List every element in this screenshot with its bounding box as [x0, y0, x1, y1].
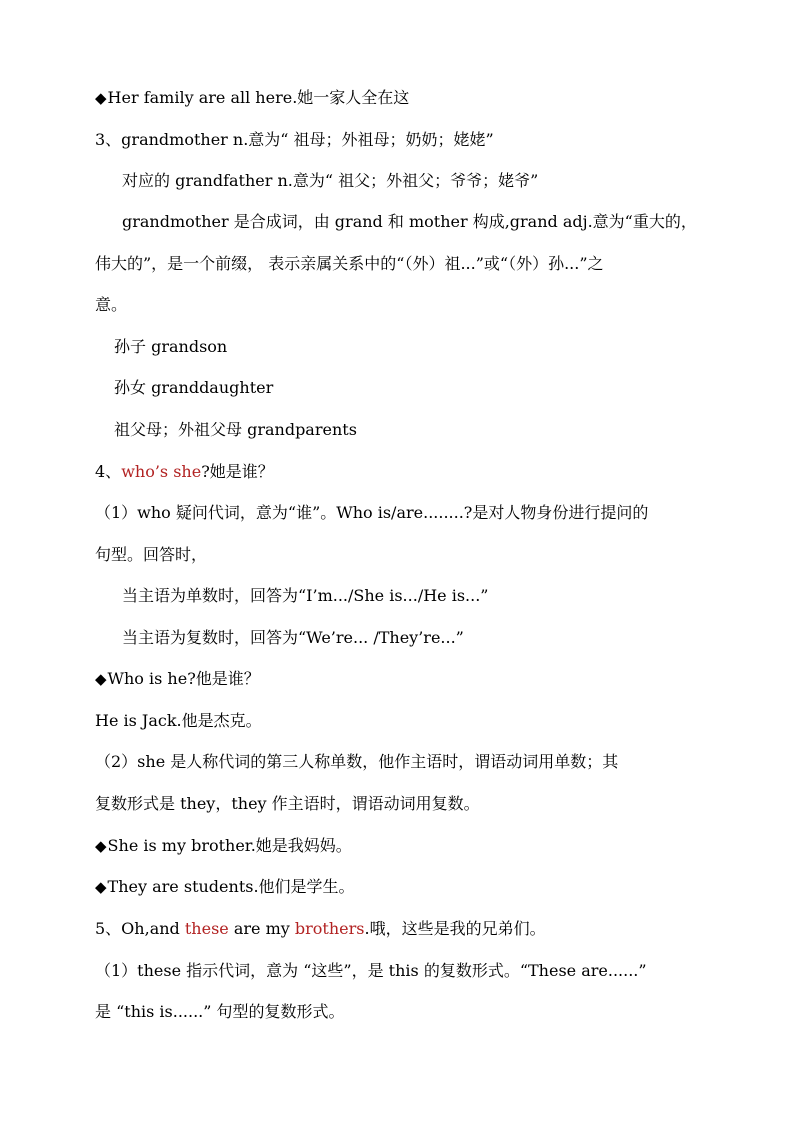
example-her-family [95, 88, 409, 108]
compound-word-line: grandmother 是合成词，由 grand 和 mother 构成,grand adj.意为“重大的， [122, 212, 697, 231]
heading-number: 4、 [95, 462, 122, 481]
example-who-is-he [95, 669, 260, 689]
singular-answer-line: 当主语为单数时，回答为“I’m.../She is.../He is...” [122, 586, 489, 605]
grandparents-line: 祖父母；外祖父母 grandparents [114, 420, 357, 439]
line-text: Who is he?他是谁？ [107, 669, 260, 688]
diamond-bullet-icon: ◆ [95, 670, 107, 688]
highlight-whos-she: who’s she [121, 462, 202, 481]
heading-translation: .哦，这些是我的兄弟们。 [364, 919, 546, 938]
heading-middle: are my [228, 919, 295, 938]
highlight-these: these [184, 919, 229, 938]
meaning-end-line: 意。 [95, 295, 128, 314]
section-4-heading [95, 462, 274, 482]
plural-answer-line: 当主语为复数时，回答为“We’re... /They’re...” [122, 628, 464, 647]
highlight-brothers: brothers [294, 919, 365, 938]
example-she-is [95, 836, 352, 856]
answer-intro-line: 句型。回答时， [95, 545, 208, 564]
diamond-bullet-icon: ◆ [95, 837, 107, 855]
these-explanation-line: （1）these 指示代词，意为 “这些”，是 this 的复数形式。“These are......” [95, 961, 647, 980]
diamond-bullet-icon: ◆ [95, 878, 107, 896]
example-he-is-jack: He is Jack.他是杰克。 [95, 711, 262, 730]
section-5-heading [95, 919, 546, 939]
line-text: They are students.他们是学生。 [107, 877, 355, 896]
heading-number: 5、Oh,and [95, 919, 185, 938]
grandfather-line: 对应的 grandfather n.意为“ 祖父；外祖父；爷爷；姥爷” [122, 171, 539, 190]
example-they-are [95, 877, 355, 897]
section-3-heading: 3、grandmother n.意为“ 祖母；外祖母；奶奶；姥姥” [95, 130, 494, 149]
grandson-line: 孙子 grandson [114, 337, 228, 356]
she-explanation-line: （2）she 是人称代词的第三人称单数，他作主语时，谓语动词用单数；其 [95, 752, 619, 771]
granddaughter-line: 孙女 granddaughter [114, 378, 274, 397]
heading-translation: ?她是谁？ [201, 462, 274, 481]
line-text: Her family are all here.她一家人全在这 [107, 88, 410, 107]
diamond-bullet-icon: ◆ [95, 89, 107, 107]
these-plural-form-line: 是 “this is......” 句型的复数形式。 [95, 1002, 345, 1021]
prefix-meaning-line: 伟大的”，是一个前缀， 表示亲属关系中的“（外）祖...”或“（外）孙...”之 [95, 254, 604, 273]
line-text: She is my brother.她是我妈妈。 [107, 836, 352, 855]
who-explanation-line: （1）who 疑问代词，意为“谁”。Who is/are........?是对人物身份进行提问的 [95, 503, 649, 522]
they-plural-line: 复数形式是 they，they 作主语时，谓语动词用复数。 [95, 794, 480, 813]
